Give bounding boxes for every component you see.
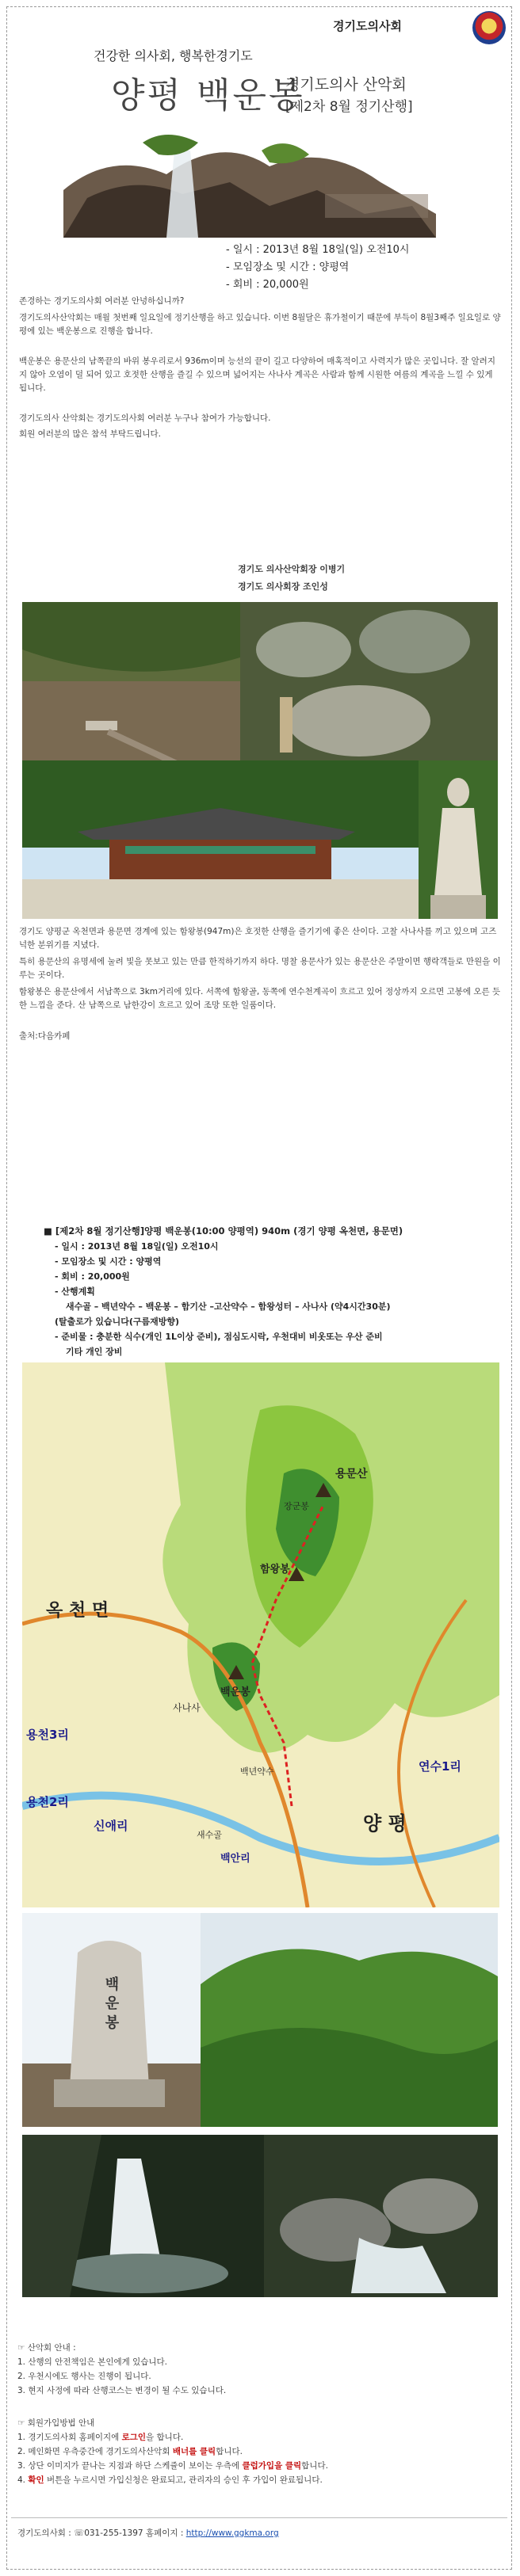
signer-club-president: 경기도 의사산악회장 이병기 xyxy=(238,564,346,574)
map-label-saesugol: 새수골 xyxy=(197,1830,222,1840)
summary-item: - 산행계획 xyxy=(55,1286,95,1297)
hike-summary xyxy=(44,1224,503,1359)
map-label-baegunri: 백안리 xyxy=(220,1853,250,1865)
summary-heading: ■ [제2차 8월 정기산행]양평 백운봉(10:00 양평역) 940m (경기 양평 옥천면, 용문면) xyxy=(44,1225,403,1237)
join-step: 1. 경기도의사회 홈페이지에 로그인을 합니다. xyxy=(17,2433,184,2442)
map-label-gyeongnyeon: 장군봉 xyxy=(284,1501,309,1511)
map-label-yongmunsan: 용문산 xyxy=(335,1468,368,1480)
join-step: 2. 메인화면 우측중간에 경기도의사산악회 배너를 클릭합니다. xyxy=(17,2447,243,2456)
summary-item: - 회비 : 20,000원 xyxy=(55,1271,130,1282)
description-paragraph: 특히 용문산의 유명세에 눌려 빛을 못보고 있는 만큼 한적하기까지 하다. 명찰 용문사가 있는 용문산은 주말이면 행락객들로 만원을 이루는 곳이다. xyxy=(19,957,501,980)
org-emblem-icon xyxy=(472,11,506,44)
hike-guide-item: 1. 산행의 안전책임은 본인에게 있습니다. xyxy=(17,2357,167,2367)
map-label-baegun: 백운봉 xyxy=(220,1686,250,1698)
photo-waterfall xyxy=(22,2135,264,2297)
greeting-paragraph: 백운봉은 용문산의 남쪽끝의 바위 봉우리로서 936m이며 능선의 끝이 길고 다양하여 매혹적이고 사력지가 많은 곳입니다. 잘 알려지지 않아 오염이 덜 되어 있고 호젓한 산행을 즐길 수 있으며 넓어지는 사나사 계곡은 사람과 함께 시원한 여름의 계곡을 느낄 수 있게 됩니다. xyxy=(19,356,495,393)
photo-valley-stream xyxy=(264,2135,498,2297)
greeting-paragraph: 경기도의사산악회는 매월 첫번째 일요일에 정기산행을 하고 있습니다. 이번 8월달은 휴가철이기 때문에 부득이 8월3째주 일요일로 양평에 있는 백운봉으로 진행을 합니다. xyxy=(19,313,501,336)
hike-guide-item: 3. 현지 사정에 따라 산행코스는 변경이 될 수도 있습니다. xyxy=(17,2386,227,2395)
hike-guide-item: 2. 우천시에도 행사는 진행이 됩니다. xyxy=(17,2372,151,2381)
event-date: - 일시 : 2013년 8월 18일(일) 오전10시 xyxy=(226,242,409,259)
join-guide xyxy=(17,2416,328,2487)
club-name: 경기도의사 산악회 xyxy=(285,76,407,93)
photo-temple xyxy=(22,760,419,919)
map-label-yangpyeong: 양 평 xyxy=(363,1812,407,1835)
event-info-list xyxy=(226,242,409,294)
map-label-okcheon: 옥 천 면 xyxy=(46,1601,109,1621)
summary-gear: - 준비물 : 충분한 식수(개인 1L이상 준비), 점심도시락, 우천대비 비옷또는 우산 준비 xyxy=(55,1332,383,1342)
map-label-yeonsu: 연수1리 xyxy=(419,1759,461,1774)
photo-buddha-statue xyxy=(419,760,498,919)
map-label-sanasa: 사나사 xyxy=(173,1702,201,1713)
join-step: 3. 상단 이미지가 끝나는 지점과 하단 스케쥴이 보이는 우측에 클럽가입을 클릭합니다. xyxy=(17,2461,328,2471)
waterfall-illustration xyxy=(63,119,436,238)
org-logo-text: 경기도의사회 xyxy=(333,19,402,33)
trail-map xyxy=(22,1362,499,1907)
map-label-yongcheon3: 용천3리 xyxy=(26,1728,69,1742)
join-guide-title: ☞ 회원가입방법 안내 xyxy=(17,2418,95,2428)
map-label-hamwang: 함왕봉 xyxy=(260,1564,290,1576)
footer xyxy=(17,2527,279,2539)
description-paragraph: 경기도 양평군 옥천면과 용문면 경계에 있는 함왕봉(947m)은 호젓한 산행을 즐기기에 좋은 산이다. 고찰 사나사를 끼고 있으며 고즈넉한 분위기를 지녔다. xyxy=(19,927,497,950)
greeting-line: 존경하는 경기도의사회 여러분 안녕하십니까? xyxy=(19,296,185,306)
hike-guide-title: ☞ 산악회 안내 : xyxy=(17,2343,76,2353)
club-subtitle: [제2차 8월 정기산행] xyxy=(285,99,413,115)
map-label-yongcheon2: 용천2리 xyxy=(26,1795,69,1809)
join-step: 4. 확인 버튼을 누르시면 가입신청은 완료되고, 관리자의 승인 후 가입이 완료됩니다. xyxy=(17,2475,323,2485)
source-credit: 출처:다음카페 xyxy=(19,1031,71,1041)
footer-contact: 경기도의사회 : ☏031-255-1397 홈페이지 : xyxy=(17,2528,186,2538)
summary-gear-extra: 기타 개인 장비 xyxy=(66,1347,123,1357)
photo-rocks xyxy=(240,602,498,760)
summary-escape-note: (탈출로가 있습니다(구름재방향) xyxy=(55,1317,180,1327)
description-paragraph: 함왕봉은 용문산에서 서남쪽으로 3km거리에 있다. 서쪽에 함왕골, 동쪽에 연수천계곡이 흐르고 있어 정상까지 오르면 고봉에 오른 듯한 느낌을 준다. 산 남쪽으로 남한강이 흐르고 있어 조망 또한 일품이다. xyxy=(19,987,501,1010)
summary-item: - 모임장소 및 시간 : 양평역 xyxy=(55,1256,162,1267)
signer-association-president: 경기도 의사회장 조인성 xyxy=(238,581,328,592)
summary-item: - 일시 : 2013년 8월 18일(일) 오전10시 xyxy=(55,1241,219,1252)
greeting-line: 경기도의사 산악회는 경기도의사회 여러분 누구나 참여가 가능합니다. xyxy=(19,413,271,423)
homepage-link[interactable]: http://www.ggkma.org xyxy=(185,2528,279,2538)
photo-summit-stone xyxy=(22,1913,201,2127)
summit-stone-text: 백 운 봉 xyxy=(102,1976,120,2029)
event-fee: - 회비 : 20,000원 xyxy=(226,276,409,294)
slogan: 건강한 의사회, 행복한경기도 xyxy=(94,48,253,63)
greeting-line: 회원 여러분의 많은 참석 부탁드립니다. xyxy=(19,429,161,439)
summary-route: 새수골 – 백년약수 – 백운봉 – 함기산 –고산약수 – 함왕성터 – 사나사 (약4시간30분) xyxy=(66,1301,391,1312)
hike-guide xyxy=(17,2341,226,2398)
signers xyxy=(238,561,345,596)
footer-divider xyxy=(11,2517,507,2518)
event-meeting-place: - 모임장소 및 시간 : 양평역 xyxy=(226,259,409,276)
page-title: 양평 백운봉 xyxy=(111,75,305,116)
photo-signpost xyxy=(22,602,240,760)
photo-forest-ridge xyxy=(201,1913,498,2127)
map-label-baengnyeon: 백년약수 xyxy=(240,1766,274,1777)
map-label-sinae: 신애리 xyxy=(94,1819,128,1833)
